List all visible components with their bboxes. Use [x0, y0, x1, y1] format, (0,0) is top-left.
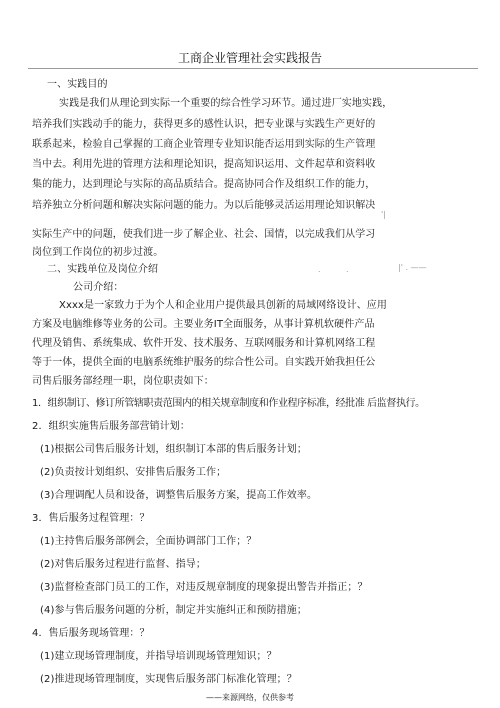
duty-subitem: (2)负责按计划组织、安排售后服务工作； [40, 467, 227, 478]
duty-subitem: (1)建立现场管理制度，并指导培训现场管理知识；？ [40, 651, 277, 662]
paragraph-line: 培养我们实践动手的能力，获得更多的感性认识，把专业课与实践生产更好的 [32, 119, 376, 130]
title-divider [28, 68, 478, 69]
paragraph-line: 代理及销售、系统集成、软件开发、技术服务、互联网服务和计算机网络工程 [32, 338, 376, 349]
duty-subitem: (3)监督检查部门员工的工作，对违反规章制度的现象提出警告并指正；？ [40, 582, 368, 593]
paragraph-line: 实践是我们从理论到实际一个重要的综合性学习环节。通过进厂实地实践， [59, 98, 393, 109]
duty-subitem: (2)对售后服务过程进行监督、指导； [40, 559, 206, 570]
section-heading-purpose: 一、实践目的 [47, 79, 108, 90]
duty-subitem: (1)根据公司售后服务计划，组织制订本部的售后服务计划； [40, 444, 307, 455]
duty-item: 1．组织制订、修订所管辖职责范围内的相关规章制度和作业程序标准，经批准 后监督执行。 [32, 398, 425, 409]
paragraph-line: 岗位到工作岗位的初步过渡。 [32, 247, 164, 258]
scan-mark: |' . —— [398, 263, 427, 272]
paragraph-line: 等于一体，提供全面的电脑系统维护服务的综合性公司。自实践开始我担任公 [32, 357, 376, 368]
scan-mark: '| [381, 210, 386, 219]
paragraph-line: 方案及电脑维修等业务的公司。主要业务IT全面服务，从事计算机软硬件产品 [32, 319, 375, 330]
duty-subitem: (3)合理调配人员和设备，调整售后服务方案，提高工作效率。 [40, 490, 318, 501]
paragraph-line: 联系起来，检验自己掌握的工商企业管理专业知识能否运用到实际的生产管理 [32, 139, 376, 150]
paragraph-line: 当中去。利用先进的管理方法和理论知识，提高知识运用、文件起草和资料收 [32, 159, 376, 170]
duty-subitem: (2)推进现场管理制度，实现售后服务部门标准化管理；？ [40, 674, 297, 685]
duty-subitem: (1)主持售后服务部例会，全面协调部门工作；？ [40, 536, 257, 547]
paragraph-line: 司售后服务部经理一职，岗位职责如下： [32, 376, 214, 387]
section-heading-company: 二、实践单位及岗位介绍 [47, 264, 159, 275]
scan-mark: . [318, 265, 321, 274]
document-title: 工商企业管理社会实践报告 [177, 51, 322, 65]
scan-mark: . [346, 265, 349, 274]
duty-item: 2．组织实施售后服务部营销计划： [32, 421, 190, 432]
duty-item: 3．售后服务过程管理：？ [32, 513, 150, 524]
company-intro-label: 公司介绍： [73, 282, 124, 293]
paragraph-line: 培养独立分析问题和解决实际问题的能力。为以后能够灵活运用理论知识解决 [32, 200, 376, 211]
paragraph-line: Xxxx是一家致力于为个人和企业用户提供最具创新的局域网络设计、应用 [59, 300, 388, 311]
duty-subitem: (4)参与售后服务问题的分析，制定并实施纠正和预防措施； [40, 605, 307, 616]
duty-item: 4．售后服务现场管理：？ [32, 628, 150, 639]
paragraph-line: 实际生产中的问题，使我们进一步了解企业、社会、国情，以完成我们从学习 [32, 229, 376, 240]
paragraph-line: 集的能力，达到理论与实际的高品质结合。提高协同合作及组织工作的能力， [32, 179, 376, 190]
page-footer: ——来源网络，仅供参考 [206, 693, 294, 702]
